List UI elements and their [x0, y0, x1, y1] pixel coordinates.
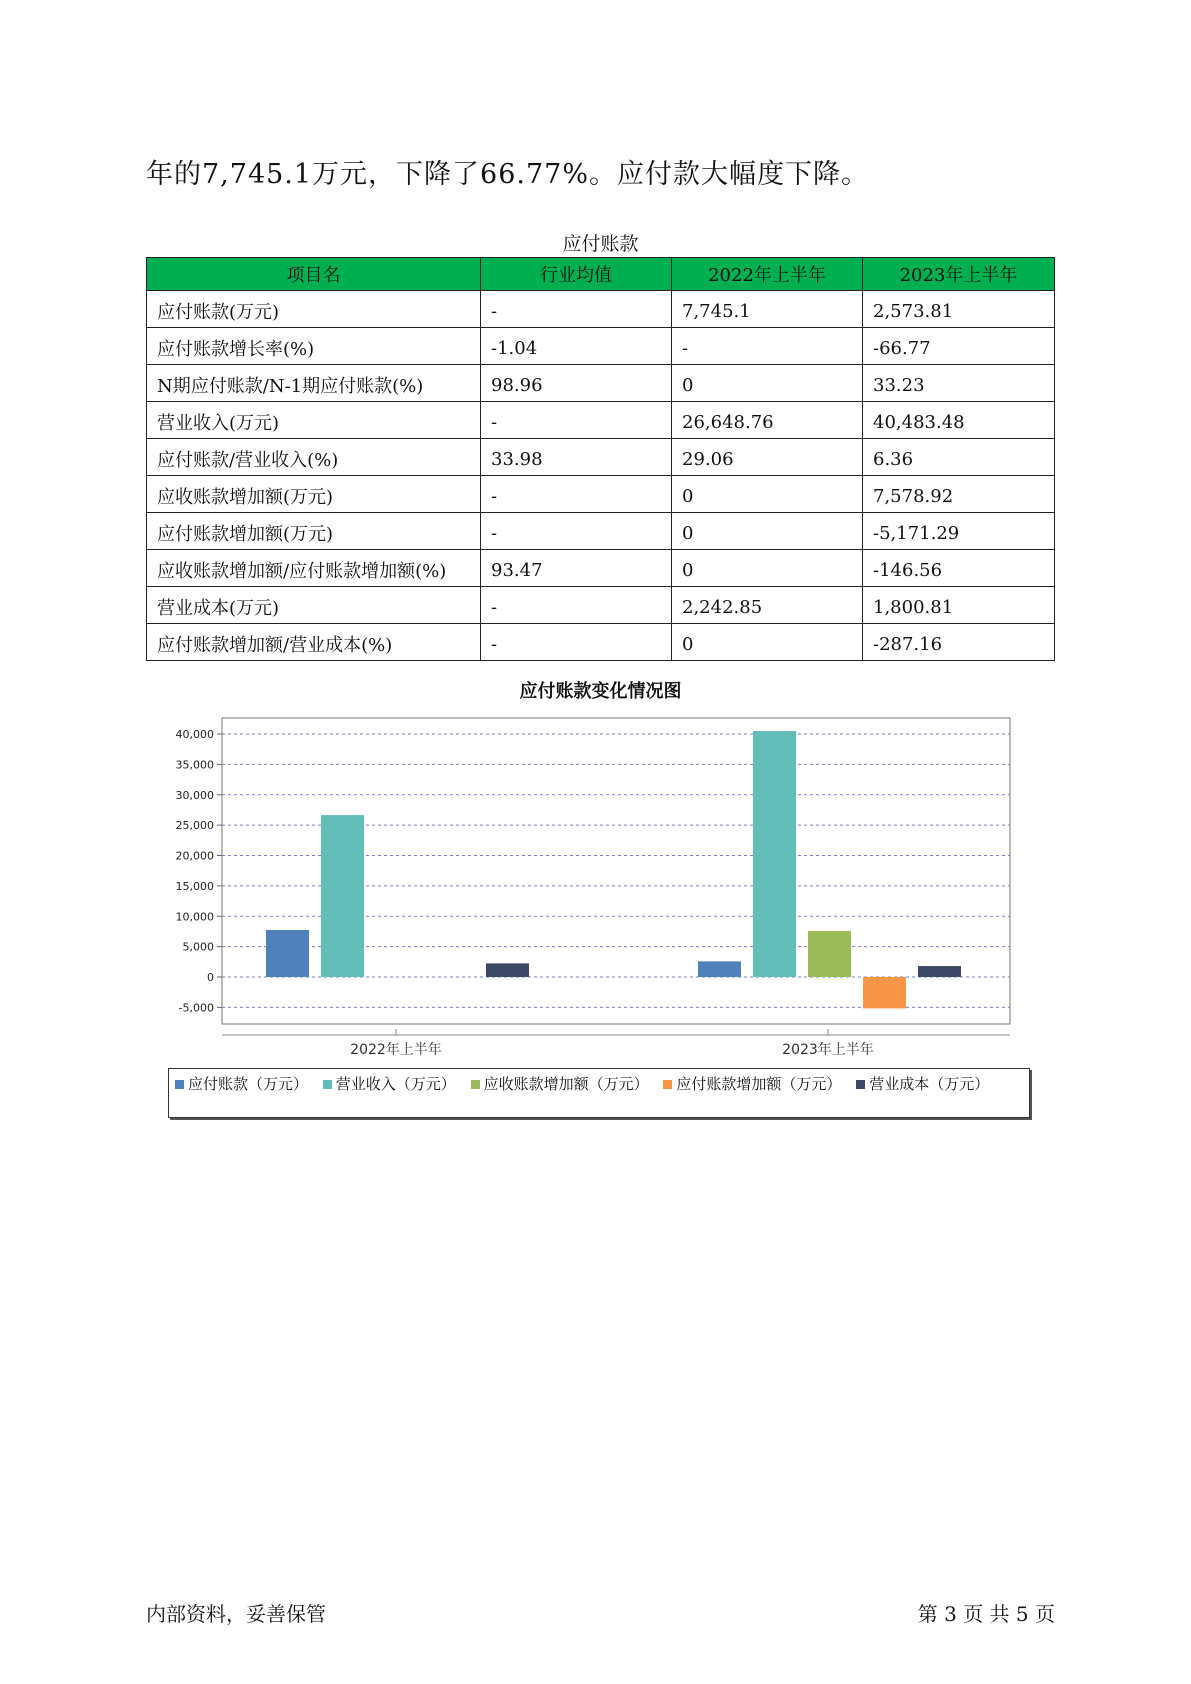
bar	[266, 930, 309, 977]
cell-2022h1: 0	[672, 513, 863, 550]
legend-label: 应付账款增加额（万元）	[676, 1075, 842, 1093]
row-label: N期应付账款/N-1期应付账款(%)	[147, 365, 481, 402]
x-tick-label: 2023年上半年	[782, 1042, 874, 1058]
row-label: 应收账款增加额/应付账款增加额(%)	[147, 550, 481, 587]
cell-2022h1: 7,745.1	[672, 291, 863, 328]
y-tick-label: -5,000	[178, 1001, 214, 1015]
legend-item	[175, 1073, 308, 1095]
header-industry-avg: 行业均值	[481, 258, 672, 291]
row-label: 应付账款增加额(万元)	[147, 513, 481, 550]
legend-swatch	[175, 1080, 184, 1089]
footer-page-number: 第 3 页 共 5 页	[917, 1602, 1055, 1626]
cell-2023h1: -146.56	[863, 550, 1055, 587]
bar	[698, 961, 741, 977]
row-label: 应付账款/营业收入(%)	[147, 439, 481, 476]
cell-2022h1: 26,648.76	[672, 402, 863, 439]
header-item-name: 项目名	[147, 258, 481, 291]
legend-label: 营业成本（万元）	[869, 1075, 990, 1093]
legend-label: 营业收入（万元）	[335, 1075, 456, 1093]
cell-2023h1: -287.16	[863, 624, 1055, 661]
legend-label: 应付账款（万元）	[188, 1075, 309, 1093]
cell-2023h1: 2,573.81	[863, 291, 1055, 328]
x-tick-label: 2022年上半年	[350, 1042, 442, 1058]
intro-paragraph: 年的7,745.1万元，下降了66.77%。应付款大幅度下降。	[146, 159, 870, 190]
y-tick-label: 15,000	[175, 879, 214, 893]
cell-2022h1: 29.06	[672, 439, 863, 476]
cell-2022h1: -	[672, 328, 863, 365]
legend-swatch	[323, 1080, 332, 1089]
row-label: 应付账款增加额/营业成本(%)	[147, 624, 481, 661]
cell-2023h1: 33.23	[863, 365, 1055, 402]
bar	[321, 815, 364, 977]
y-tick-label: 0	[207, 971, 214, 984]
bar	[486, 963, 529, 977]
legend-label: 应收账款增加额（万元）	[483, 1075, 649, 1093]
row-label: 营业成本(万元)	[147, 587, 481, 624]
row-label: 应付账款增长率(%)	[147, 328, 481, 365]
cell-2022h1: 0	[672, 624, 863, 661]
y-tick-label: 40,000	[175, 728, 214, 741]
footer-confidential-note: 内部资料，妥善保管	[146, 1602, 326, 1626]
legend-item	[663, 1073, 841, 1095]
cell-2023h1: -66.77	[863, 328, 1055, 365]
cell-industry-avg: -	[481, 476, 672, 513]
cell-2022h1: 0	[672, 476, 863, 513]
cell-industry-avg: -	[481, 624, 672, 661]
legend-item	[471, 1073, 649, 1095]
row-label: 应付账款(万元)	[147, 291, 481, 328]
legend-swatch	[471, 1080, 480, 1089]
cell-2022h1: 0	[672, 550, 863, 587]
legend-item	[323, 1073, 456, 1095]
cell-industry-avg: -	[481, 402, 672, 439]
chart-legend	[168, 1068, 1030, 1118]
cell-2022h1: 0	[672, 365, 863, 402]
y-tick-label: 20,000	[175, 849, 214, 863]
legend-swatch	[663, 1080, 672, 1089]
row-label: 营业收入(万元)	[147, 402, 481, 439]
cell-industry-avg: -	[481, 291, 672, 328]
table-caption: 应付账款	[562, 233, 639, 255]
cell-industry-avg: 98.96	[481, 365, 672, 402]
header-2023h1: 2023年上半年	[863, 258, 1055, 291]
cell-industry-avg: 93.47	[481, 550, 672, 587]
bar	[753, 731, 796, 977]
row-label: 应收账款增加额(万元)	[147, 476, 481, 513]
bar	[808, 931, 851, 977]
cell-industry-avg: -	[481, 513, 672, 550]
cell-2023h1: 40,483.48	[863, 402, 1055, 439]
legend-item	[856, 1073, 989, 1095]
cell-2023h1: -5,171.29	[863, 513, 1055, 550]
cell-industry-avg: -	[481, 587, 672, 624]
cell-2023h1: 6.36	[863, 439, 1055, 476]
bar	[863, 977, 906, 1008]
cell-industry-avg: -1.04	[481, 328, 672, 365]
y-tick-label: 35,000	[175, 758, 214, 772]
y-tick-label: 10,000	[175, 910, 214, 924]
cell-2023h1: 1,800.81	[863, 587, 1055, 624]
y-tick-label: 5,000	[182, 940, 214, 954]
cell-industry-avg: 33.98	[481, 439, 672, 476]
y-tick-label: 25,000	[175, 819, 214, 833]
y-tick-label: 30,000	[175, 788, 214, 802]
cell-2023h1: 7,578.92	[863, 476, 1055, 513]
chart-title: 应付账款变化情况图	[519, 681, 682, 702]
bar	[918, 966, 961, 977]
cell-2022h1: 2,242.85	[672, 587, 863, 624]
header-2022h1: 2022年上半年	[672, 258, 863, 291]
legend-swatch	[856, 1080, 865, 1089]
